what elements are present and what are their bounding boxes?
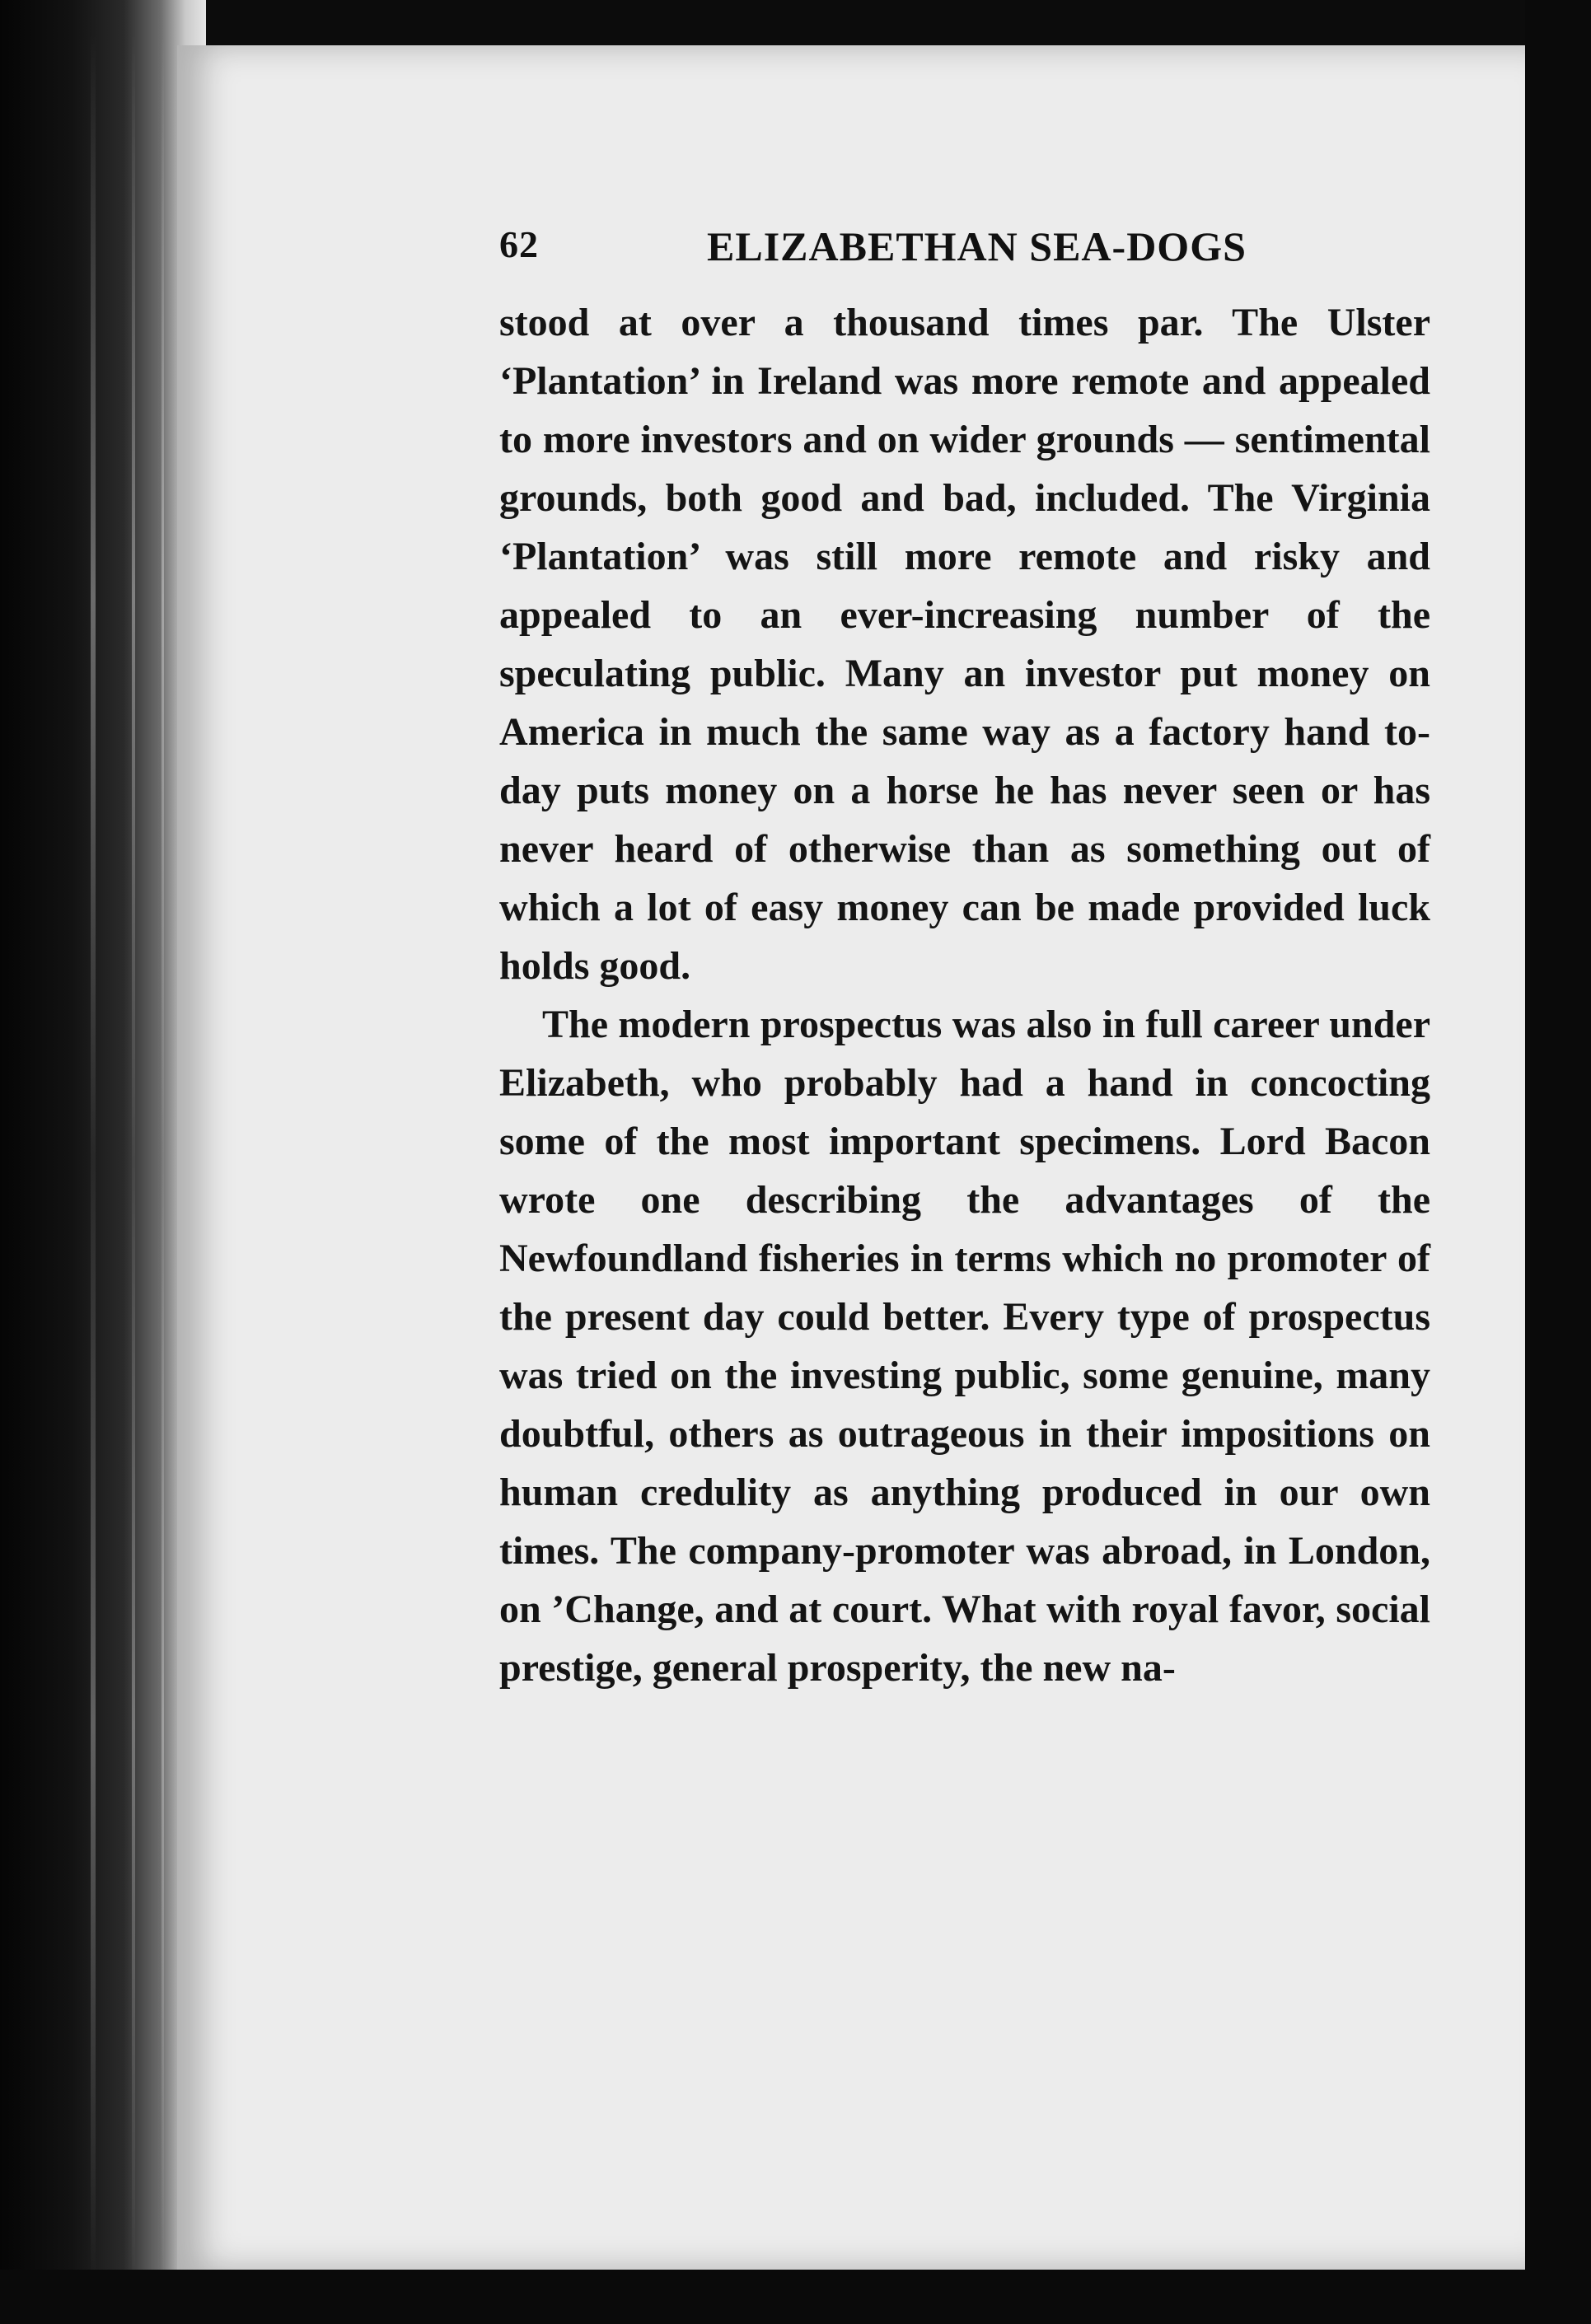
bottom-dark-margin [0,2270,1591,2324]
gutter-streak [132,33,135,2290]
gutter-streak [91,33,96,2290]
running-head: ELIZABETHAN SEA-DOGS [707,223,1247,269]
body-text [499,293,1430,1697]
page-header [499,222,1430,280]
paragraph: stood at over a thousand times par. The Ulster ‘Plantation’ in Ireland was more remote and appealed to more investors and on wider grounds — sentimental grounds, both good and bad, included. The Virginia ‘Plantation’ was still more remote and risky and appealed to an ever-increasing number of the speculating public. Many an investor put money on America in much the same way as a factory hand to-day puts money on a horse he has never seen or has never heard of otherwise than as something out of which a lot of easy money can be made provided luck holds good. [499,301,1430,988]
paragraph: The modern prospectus was also in full career under Elizabeth, who probably had a hand in concocting some of the most important specimens. Lord Bacon wrote one describing the advantages of the Newfoundland fisheries in terms which no promoter of the present day could better. Every type of prospectus was tried on the investing public, some genuine, many doubtful, others as outrageous in their impositions on human credulity as anything produced in our own times. The company-promoter was abroad, in London, on ’Change, and at court. What with royal favor, social prestige, general prosperity, the new na- [499,1003,1430,1690]
gutter-streak [161,33,164,2290]
right-dark-margin [1525,0,1591,2324]
book-binding-gutter [0,0,206,2324]
page-number: 62 [499,223,539,265]
